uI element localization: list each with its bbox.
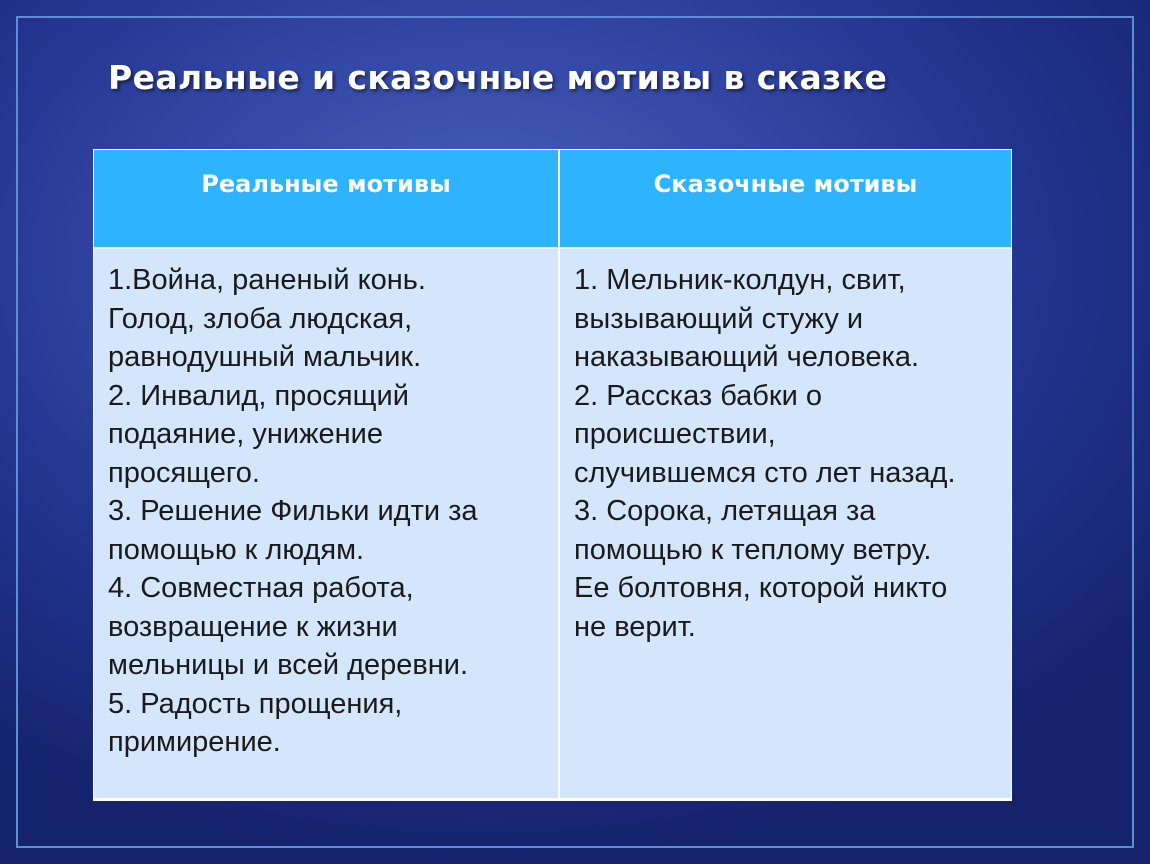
real-motif-line: подаяние, унижение (108, 418, 383, 450)
real-motif-line: равнодушный мальчик. (108, 341, 422, 373)
real-motif-line: просящего. (108, 456, 260, 489)
cell-real-motifs (94, 249, 558, 798)
real-motif-line: мельницы и всей деревни. (108, 649, 469, 681)
fairy-motif-line: происшествии, (574, 418, 776, 450)
real-motif-line: Голод, злоба людская, (108, 302, 413, 335)
fairy-motif-line: вызывающий стужу и (574, 302, 864, 335)
fairy-motif-line: наказывающий человека. (574, 341, 920, 373)
real-motif-line: 3. Решение Фильки идти за (108, 495, 478, 527)
real-motif-line: 5. Радость прощения, (108, 687, 403, 720)
motifs-table (93, 149, 1012, 801)
fairy-motif-line: 3. Сорока, летящая за (574, 495, 876, 527)
real-motif-line: примирение. (108, 726, 281, 758)
real-motif-line: 1.Война, раненый конь. (108, 264, 426, 296)
fairy-motif-line: 1. Мельник-колдун, свит, (574, 264, 906, 296)
header-real-motifs: Реальные мотивы (94, 150, 558, 247)
fairy-motif-line: 2. Рассказ бабки о (574, 379, 822, 412)
cell-fairy-motifs (560, 249, 1011, 798)
real-motif-line: возвращение к жизни (108, 610, 398, 643)
header-fairy-motifs: Сказочные мотивы (560, 150, 1011, 247)
real-motif-line: 4. Совместная работа, (108, 572, 414, 604)
fairy-motif-line: не верит. (574, 610, 696, 643)
fairy-motif-line: случившемся сто лет назад. (574, 456, 956, 489)
slide-title: Реальные и сказочные мотивы в сказке (108, 58, 888, 97)
real-motif-line: 2. Инвалид, просящий (108, 379, 409, 412)
real-motif-line: помощью к людям. (108, 533, 365, 566)
fairy-motif-line: Ее болтовня, которой никто (574, 572, 948, 604)
fairy-motif-line: помощью к теплому ветру. (574, 533, 932, 566)
